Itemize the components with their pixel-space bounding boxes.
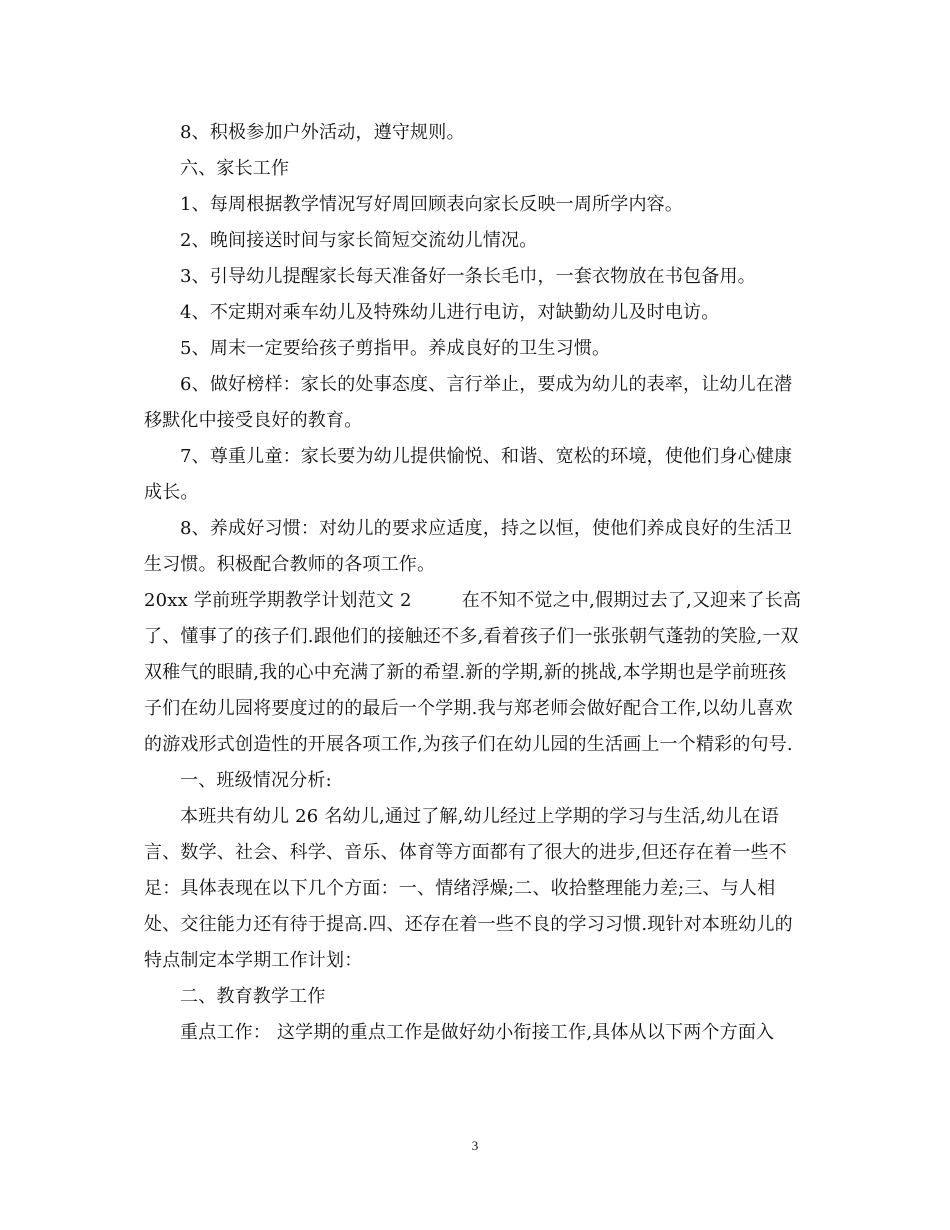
paragraph: 7、尊重儿童：家长要为幼儿提供愉悦、和谐、宽松的环境，使他们身心健康成长。: [144, 446, 793, 503]
paragraph: 4、不定期对乘车幼儿及特殊幼儿进行电访，对缺勤幼儿及时电访。: [180, 302, 720, 323]
paragraph: 6、做好榜样：家长的处事态度、言行举止，要成为幼儿的表率，让幼儿在潜移默化中接受良好的教育。: [144, 374, 793, 431]
section-heading-parent-work: 六、家长工作: [180, 158, 290, 179]
paragraph: 3、引导幼儿提醒家长每天准备好一条长毛巾，一套衣物放在书包备用。: [180, 266, 756, 287]
paragraph: 1、每周根据教学情况写好周回顾表向家长反映一周所学内容。: [180, 194, 684, 215]
heading-class-analysis: 一、班级情况分析:: [180, 770, 332, 791]
paragraph: 2、晚间接送时间与家长简短交流幼儿情况。: [180, 230, 538, 251]
document-body: [144, 115, 804, 1051]
section-intro-text: 在不知不觉之中,假期过去了,又迎来了长高了、懂事了的孩子们.跟他们的接触还不多,看着孩子们一张张朝气蓬勃的笑脸,一双双稚气的眼睛,我的心中充满了新的希望.新的学期,新的挑战,本学期也是学前班孩子们在幼儿园将要度过的的最后一个学期.我与郑老师会做好配合工作,以幼儿喜欢的游戏形式创造性的开展各项工作,为孩子们在幼儿园的生活画上一个精彩的句号.: [144, 590, 802, 755]
section-intro-paragraph: [144, 583, 804, 763]
paragraph: 8、养成好习惯：对幼儿的要求应适度，持之以恒，使他们养成良好的生活卫生习惯。积极配合教师的各项工作。: [144, 518, 793, 575]
paragraph: 8、积极参加户外活动，遵守规则。: [180, 122, 465, 143]
paragraph: 5、周末一定要给孩子剪指甲。养成良好的卫生习惯。: [180, 338, 611, 359]
section-title: 20xx 学前班学期教学计划范文 2: [144, 590, 412, 611]
heading-teaching-work: 二、教育教学工作: [180, 986, 326, 1007]
paragraph-key-work: 重点工作： 这学期的重点工作是做好幼小衔接工作,具体从以下两个方面入: [180, 1022, 775, 1043]
paragraph-class-analysis: 本班共有幼儿 26 名幼儿,通过了解,幼儿经过上学期的学习与生活,幼儿在语言、数学、社会、科学、音乐、体育等方面都有了很大的进步,但还存在着一些不足：具体表现在以下几个方面：一、情绪浮燥;二、收拾整理能力差;三、与人相处、交往能力还有待于提高.四、还存在着一些不良的学习习惯.现针对本班幼儿的特点制定本学期工作计划：: [144, 806, 793, 971]
page-number: 3: [471, 1138, 479, 1153]
